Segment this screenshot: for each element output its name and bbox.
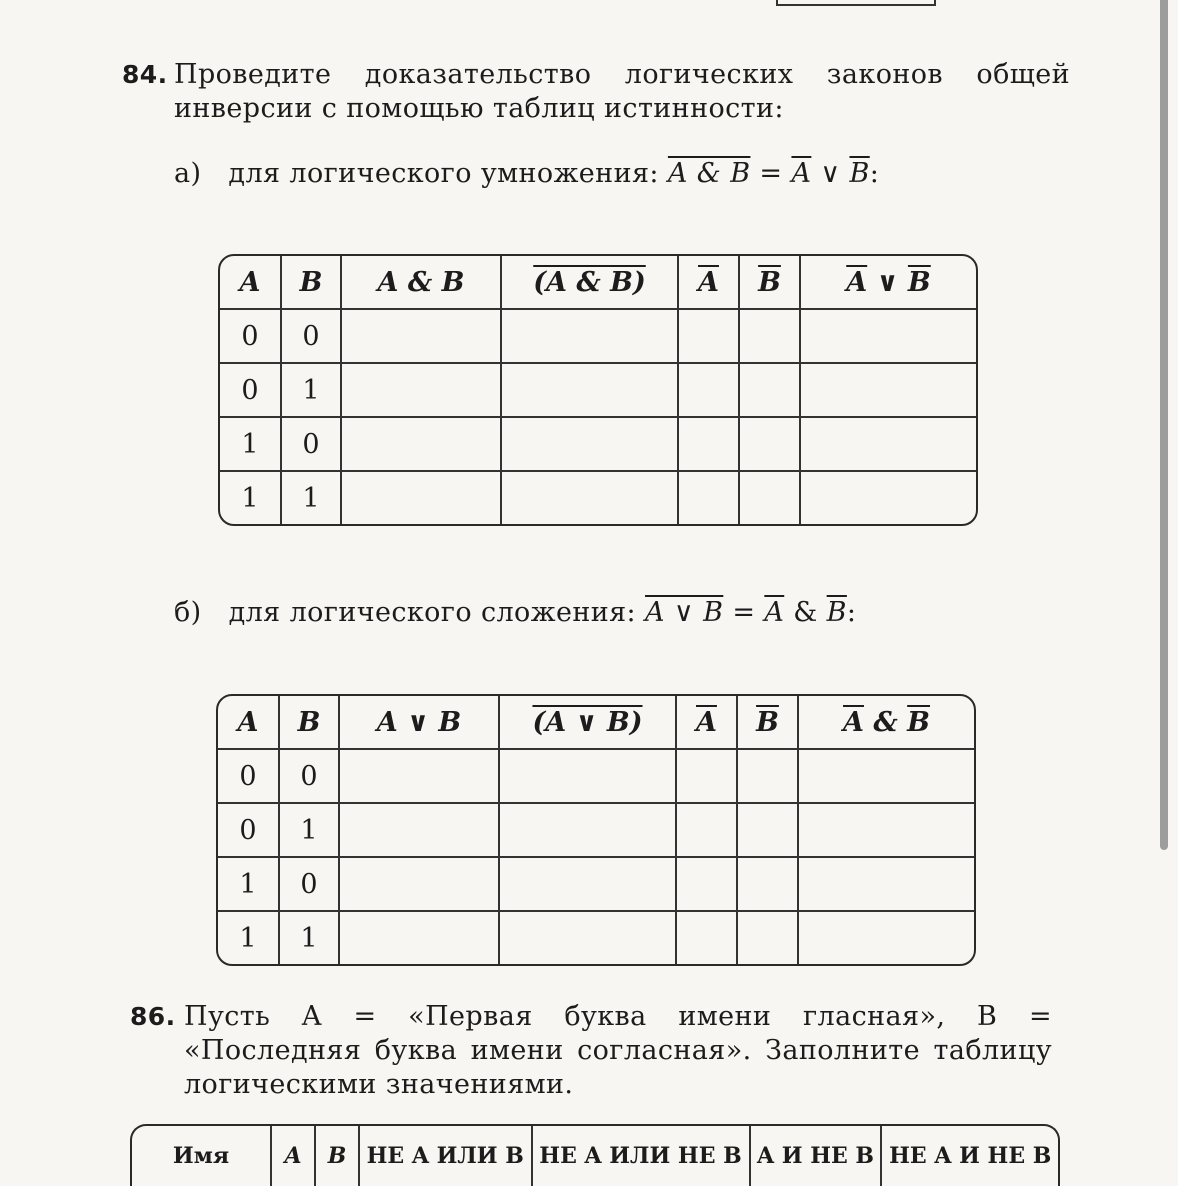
- header-b: B: [280, 696, 340, 750]
- empty-cell[interactable]: [342, 310, 502, 364]
- formula-not-a: $\overline{A}$: [791, 158, 812, 189]
- empty-cell[interactable]: [500, 858, 677, 912]
- task-86: [130, 1000, 1052, 1102]
- empty-cell[interactable]: [677, 912, 738, 964]
- truth-table-b: [216, 694, 976, 966]
- formula-not-b: $\overline{B}$: [849, 158, 870, 189]
- empty-cell[interactable]: [740, 310, 801, 364]
- empty-cell[interactable]: [342, 418, 502, 472]
- empty-cell[interactable]: [677, 858, 738, 912]
- empty-cell[interactable]: [738, 912, 799, 964]
- empty-cell[interactable]: [740, 418, 801, 472]
- names-table: [130, 1124, 1060, 1186]
- empty-cell[interactable]: [500, 750, 677, 804]
- cell-b: 1: [282, 364, 342, 418]
- cell-b: 1: [280, 912, 340, 964]
- header-not-a-and-not-b: $\overline{A}$ & $\overline{B}$: [799, 696, 974, 750]
- empty-cell[interactable]: [799, 750, 974, 804]
- empty-cell[interactable]: [502, 310, 679, 364]
- empty-cell[interactable]: [342, 472, 502, 524]
- header-not-a-or-not-b: $\overline{A}$ ∨ $\overline{B}$: [801, 256, 976, 310]
- previous-table-edge: [776, 0, 936, 6]
- header-a: A: [218, 696, 280, 750]
- cell-b: 0: [282, 418, 342, 472]
- table-row: [218, 750, 974, 804]
- cell-a: 0: [220, 310, 282, 364]
- empty-cell[interactable]: [500, 912, 677, 964]
- empty-cell[interactable]: [500, 804, 677, 858]
- empty-cell[interactable]: [801, 472, 976, 524]
- empty-cell[interactable]: [677, 804, 738, 858]
- empty-cell[interactable]: [340, 858, 500, 912]
- empty-cell[interactable]: [801, 310, 976, 364]
- header-not-a: $\overline{A}$: [679, 256, 740, 310]
- task-number: 86.: [130, 1002, 176, 1031]
- formula-eq: =: [732, 597, 756, 628]
- header-a: A: [220, 256, 282, 310]
- empty-cell[interactable]: [801, 364, 976, 418]
- empty-cell[interactable]: [679, 310, 740, 364]
- table-row: [220, 364, 976, 418]
- part-text: для логического сложения:: [228, 597, 637, 628]
- header-a: A: [272, 1126, 316, 1186]
- part-a-statement: [174, 158, 879, 189]
- table-row: [220, 310, 976, 364]
- table-row: [220, 418, 976, 472]
- cell-a: 1: [218, 912, 280, 964]
- header-a-or-b: A ∨ B: [340, 696, 500, 750]
- table-header-row: [218, 696, 974, 750]
- part-label: а): [174, 158, 202, 189]
- truth-table-a: [218, 254, 978, 526]
- header-name: Имя: [132, 1126, 272, 1186]
- cell-a: 0: [218, 750, 280, 804]
- header-not-a-and-not-b: НЕ A И НЕ B: [889, 1143, 1052, 1169]
- cell-b: 0: [282, 310, 342, 364]
- formula-end: :: [869, 158, 880, 189]
- empty-cell[interactable]: [502, 418, 679, 472]
- formula-end: :: [846, 597, 857, 628]
- empty-cell[interactable]: [677, 750, 738, 804]
- empty-cell[interactable]: [502, 472, 679, 524]
- empty-cell[interactable]: [799, 804, 974, 858]
- formula-lhs: A & B: [667, 158, 751, 189]
- empty-cell[interactable]: [340, 912, 500, 964]
- header-not-a-or-b: НЕ A ИЛИ B: [360, 1126, 533, 1186]
- header-not-a-or-b: (A ∨ B): [500, 696, 677, 750]
- empty-cell[interactable]: [738, 858, 799, 912]
- empty-cell[interactable]: [740, 472, 801, 524]
- cell-b: 1: [280, 804, 340, 858]
- cell-a: 0: [218, 804, 280, 858]
- header-not-a: $\overline{A}$: [677, 696, 738, 750]
- empty-cell[interactable]: [502, 364, 679, 418]
- header-b: B: [316, 1126, 360, 1186]
- formula-op: &: [793, 597, 818, 628]
- empty-cell[interactable]: [801, 418, 976, 472]
- cell-a: 1: [220, 472, 282, 524]
- empty-cell[interactable]: [342, 364, 502, 418]
- formula-not-a: $\overline{A}$: [764, 597, 785, 628]
- cell-b: 1: [282, 472, 342, 524]
- formula-eq: =: [759, 158, 783, 189]
- empty-cell[interactable]: [340, 750, 500, 804]
- formula-op: ∨: [820, 158, 841, 189]
- header-not-a-or-not-b: НЕ A ИЛИ НЕ B: [533, 1126, 751, 1186]
- table-row: [218, 858, 974, 912]
- header-a-and-b: A & B: [342, 256, 502, 310]
- header-b: B: [282, 256, 342, 310]
- cell-a: 0: [220, 364, 282, 418]
- part-label: б): [174, 597, 202, 628]
- cell-a: 1: [218, 858, 280, 912]
- header-not-b: $\overline{B}$: [738, 696, 799, 750]
- part-b-statement: [174, 597, 856, 628]
- empty-cell[interactable]: [799, 858, 974, 912]
- empty-cell[interactable]: [740, 364, 801, 418]
- task-84: [122, 58, 1070, 126]
- empty-cell[interactable]: [340, 804, 500, 858]
- header-not-a-and-b: (A & B): [502, 256, 679, 310]
- empty-cell[interactable]: [679, 364, 740, 418]
- header-not-b: $\overline{B}$: [740, 256, 801, 310]
- task-number: 84.: [122, 60, 168, 89]
- formula-lhs: A ∨ B: [645, 597, 724, 628]
- cell-a: 1: [220, 418, 282, 472]
- empty-cell[interactable]: [679, 418, 740, 472]
- empty-cell[interactable]: [738, 804, 799, 858]
- table-row: [218, 912, 974, 964]
- task-text: Проведите доказательство логических законов общей инверсии с помощью таблиц истинности:: [174, 59, 1070, 124]
- formula-not-b: $\overline{B}$: [826, 597, 847, 628]
- cell-b: 0: [280, 750, 340, 804]
- part-text: для логического умножения:: [228, 158, 659, 189]
- empty-cell[interactable]: [679, 472, 740, 524]
- table-row: [218, 804, 974, 858]
- empty-cell[interactable]: [799, 912, 974, 964]
- header-a-and-not-b: A И НЕ B: [751, 1126, 883, 1186]
- empty-cell[interactable]: [738, 750, 799, 804]
- task-text: Пусть A = «Первая буква имени гласная», B = «Последняя буква имени согласная». Заполните таблицу логическими значениями.: [184, 1001, 1052, 1100]
- table-header-row: [220, 256, 976, 310]
- table-row: [220, 472, 976, 524]
- cell-b: 0: [280, 858, 340, 912]
- table-header-row: [132, 1126, 1058, 1186]
- scrollbar[interactable]: [1160, 0, 1168, 850]
